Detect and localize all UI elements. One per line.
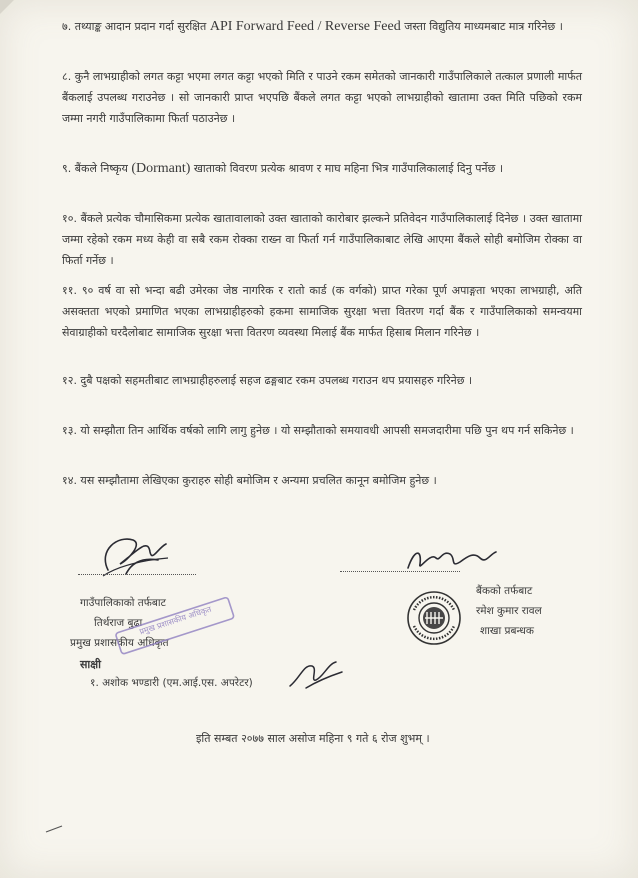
witness-signature [286,656,346,694]
left-signatory-title: प्रमुख प्रशासकीय अधिकृत [70,637,169,649]
bank-seal-icon [406,590,462,646]
witness-heading: साक्षी [80,658,102,671]
clause-9-text-b: खाताको विवरण प्रत्येक श्रावण र माघ महिना भित्र गाउँपालिकालाई दिनु पर्नेछ । [190,162,503,175]
right-signatory-title: शाखा प्रबन्धक [480,625,534,637]
clause-11: ११. ९० वर्ष वा सो भन्दा बढी उमेरका जेष्ठ नागरिक र रातो कार्ड (क वर्गको) प्राप्त गरेका पूर्ण अपाङ्गता भएका लाभग्राही, अति असक्तता भएको प्रमाणित भएका लाभग्राहीहरुको हकमा सामाजिक सुरक्षा भत्ता वितरण गर्दा बैंक र गाउँपालिकाको समन्वयमा सेवाग्राहीको घरदैलोबाट सामाजिक सुरक्षा भत्ता वितरण व्यवस्था मिलाई बैंक मार्फत हिसाब मिलान गरिनेछ । [62,284,582,339]
right-signatory-side: बैंकको तर्फबाट [476,585,533,597]
clause-7-api-term: API Forward Feed / Reverse Feed [209,19,401,34]
left-signatory-name: तिर्थराज बुढा [94,617,143,629]
clause-14: १४. यस सम्झौतामा लेखिएका कुराहरु सोही बमोजिम र अन्यमा प्रचलित कानून बमोजिम हुनेछ । [62,474,437,487]
witness-entry: १. अशोक भण्डारी (एम.आई.एस. अपरेटर) [90,677,253,689]
clause-12: १२. दुबै पक्षको सहमतीबाट लाभग्राहीहरुलाई सहज ढङ्गबाट रकम उपलब्ध गराउन थप प्रयासहरु गरिनेछ । [62,374,473,387]
clause-7-text-b: जस्ता विद्युतिय माध्यमबाट मात्र गरिनेछ । [400,20,563,33]
clause-9-dormant-term: (Dormant) [131,161,191,176]
left-signature [88,530,178,585]
clause-7 [62,16,582,37]
clause-7-text-a: ७. तथ्याङ्क आदान प्रदान गर्दा सुरक्षित [62,20,210,33]
folded-corner [0,0,14,14]
clause-9-text-a: ९. बैंकले निष्कृय [62,162,132,175]
left-signatory-side: गाउँपालिकाको तर्फबाट [80,597,166,609]
clause-13: १३. यो सम्झौता तिन आर्थिक वर्षको लागि लागु हुनेछ । यो सम्झौताको समयावधी आपसी समजदारीमा पछि पुन थप गर्न सकिनेछ । [62,424,574,437]
clause-8: ८. कुनै लाभग्राहीको लगत कट्टा भएमा लगत कट्टा भएको मिति र पाउने रकम समेतको जानकारी गाउँपालिकाले तत्काल प्रणाली मार्फत बैंकलाई उपलब्ध गराउनेछ । सो जानकारी प्राप्त भएपछि बैंकले लगत कट्टा भएको लाभग्राहीको खातामा उक्त मिति पछिको रकम जम्मा नगरी गाउँपालिकामा फिर्ता पठाउनेछ । [62,70,582,125]
closing-line: इति सम्बत २०७७ साल असोज महिना ९ गते ६ रोज शुभम् । [196,732,430,745]
right-signature [400,540,500,580]
clause-10: १०. बैंकले प्रत्येक चौमासिकमा प्रत्येक खातावालाको उक्त खाताको कारोबार झल्कने प्रतिवेदन गाउँपालिकालाई दिनेछ । उक्त खातामा जम्मा रहेको रकम मध्य केही वा सबै रकम रोक्का राख्न वा फिर्ता गर्न गाउँपालिकाबाट लेखि आएमा बैंकले सोही बमोजिम रोक्का वा फिर्ता गर्नेछ । [62,212,582,267]
clause-9 [62,158,582,179]
right-signature-line [340,571,460,572]
pen-mark [44,824,64,834]
left-signature-line [78,574,196,575]
right-signatory-name: रमेश कुमार रावल [476,605,542,617]
stamp-text: प्रमुख प्रशासकीय अधिकृत [138,604,213,637]
